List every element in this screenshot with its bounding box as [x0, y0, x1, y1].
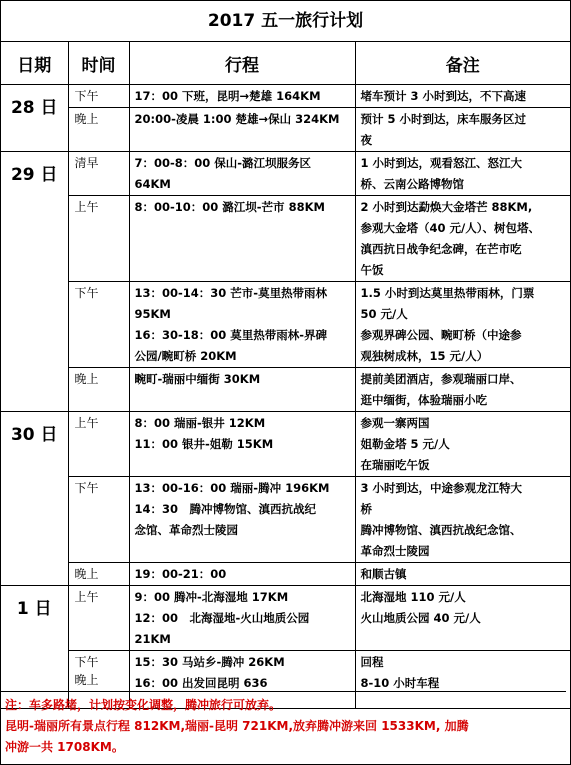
route-line: 畹町-瑞丽中缅街 30KM [134, 372, 261, 386]
route-cell [129, 108, 355, 152]
note-line: 革命烈士陵园 [360, 544, 430, 558]
table-row [1, 85, 570, 108]
table-row [1, 563, 570, 586]
note-line: 参观界碑公园、畹町桥（中途参 [360, 328, 522, 342]
note-line: 滇西抗日战争纪念碑，在芒市吃 [360, 242, 522, 256]
note-cell [355, 196, 570, 282]
route-cell [129, 412, 355, 477]
note-line: 50 元/人 [360, 307, 408, 321]
route-line: 8：00-10：00 潞江坝-芒市 88KM [134, 200, 325, 214]
note-line: 参观大金塔（40 元/人）、树包塔、 [360, 221, 540, 235]
note-line: 参观一寨两国 [360, 416, 430, 430]
note-line: 夜 [360, 133, 372, 147]
time-cell [68, 477, 129, 563]
table-row [1, 368, 570, 412]
table-header-row [1, 42, 570, 85]
time-line: 上午 [74, 416, 99, 430]
header-date: 日期 [1, 42, 68, 85]
route-line: 13：00-16：00 瑞丽-腾冲 196KM [134, 481, 330, 495]
header-route: 行程 [129, 42, 355, 85]
route-line: 念馆、革命烈士陵园 [134, 523, 238, 537]
time-cell [68, 108, 129, 152]
note-line: 1 小时到达，观看怒江、怒江大 [360, 156, 523, 170]
route-line: 15：30 马站乡-腾冲 26KM [134, 655, 285, 669]
note-line: 堵车预计 3 小时到达，不下高速 [360, 89, 527, 103]
note-cell [355, 282, 570, 368]
note-cell [355, 152, 570, 196]
note-cell [355, 412, 570, 477]
note-line: 和顺古镇 [360, 567, 407, 581]
time-cell [68, 85, 129, 108]
route-line: 11：00 银井-姐勒 15KM [134, 437, 274, 451]
note-line: 姐勒金塔 5 元/人 [360, 437, 450, 451]
route-line: 8：00 瑞丽-银井 12KM [134, 416, 266, 430]
footer-note [1, 691, 566, 764]
note-line: 逛中缅街，体验瑞丽小吃 [360, 393, 487, 407]
note-line: 桥 [360, 502, 372, 516]
note-line: 提前美团酒店，参观瑞丽口岸、 [360, 372, 522, 386]
route-cell [129, 85, 355, 108]
time-line: 晚上 [74, 372, 99, 386]
note-cell [355, 108, 570, 152]
time-cell [68, 368, 129, 412]
note-line: 桥、云南公路博物馆 [360, 177, 464, 191]
note-line: 回程 [360, 655, 384, 669]
route-cell [129, 152, 355, 196]
day-cell: 29 日 [1, 152, 68, 412]
table-row [1, 196, 570, 282]
footer-line: 冲游一共 1708KM。 [5, 740, 124, 754]
time-line: 上午 [74, 590, 99, 604]
route-line: 17：00 下班，昆明→楚雄 164KM [134, 89, 321, 103]
time-line: 晚上 [74, 112, 99, 126]
time-line: 清早 [74, 156, 99, 170]
note-cell [355, 563, 570, 586]
time-cell [68, 196, 129, 282]
route-cell [129, 196, 355, 282]
table-row [1, 152, 570, 196]
time-line: 下午 [74, 286, 99, 300]
route-cell [129, 586, 355, 651]
time-line: 晚上 [74, 567, 99, 581]
itinerary-table [1, 42, 570, 709]
day-cell: 28 日 [1, 85, 68, 152]
page-title: 2017 五一旅行计划 [1, 1, 570, 42]
note-cell [355, 586, 570, 651]
route-line: 64KM [134, 177, 171, 191]
day-cell: 1 日 [1, 586, 68, 709]
time-cell [68, 152, 129, 196]
note-cell [355, 477, 570, 563]
route-line: 20:00-凌晨 1:00 楚雄→保山 324KM [134, 112, 340, 126]
note-line: 1.5 小时到达莫里热带雨林，门票 [360, 286, 535, 300]
route-cell [129, 282, 355, 368]
route-line: 14：30 腾冲博物馆、滇西抗战纪 [134, 502, 317, 516]
note-line: 北海湿地 110 元/人 [360, 590, 466, 604]
table-row [1, 412, 570, 477]
header-note: 备注 [355, 42, 570, 85]
route-line: 12：00 北海湿地-火山地质公园 [134, 611, 310, 625]
table-row [1, 282, 570, 368]
route-line: 7：00-8：00 保山-潞江坝服务区 [134, 156, 312, 170]
time-cell [68, 586, 129, 651]
header-time: 时间 [68, 42, 129, 85]
time-line: 晚上 [74, 673, 99, 687]
time-line: 上午 [74, 200, 99, 214]
note-line: 在瑞丽吃午饭 [360, 458, 430, 472]
note-line: 火山地质公园 40 元/人 [360, 611, 481, 625]
time-line: 下午 [74, 481, 99, 495]
note-cell [355, 368, 570, 412]
route-cell [129, 563, 355, 586]
route-line: 13：00-14：30 芒市-莫里热带雨林 [134, 286, 328, 300]
note-line: 预计 5 小时到达，床车服务区过 [360, 112, 527, 126]
footer-line: 注：车多路堵，计划按变化调整，腾冲旅行可放弃。 [5, 698, 282, 712]
note-cell [355, 85, 570, 108]
table-row [1, 477, 570, 563]
table-row [1, 108, 570, 152]
note-line: 2 小时到达勐焕大金塔芒 88KM, [360, 200, 533, 214]
route-line: 9：00 腾冲-北海湿地 17KM [134, 590, 289, 604]
note-line: 午饭 [360, 263, 384, 277]
note-line: 观独树成林，15 元/人） [360, 349, 489, 363]
note-line: 腾冲博物馆、滇西抗战纪念馆、 [360, 523, 522, 537]
day-cell: 30 日 [1, 412, 68, 586]
route-line: 公园/畹町桥 20KM [134, 349, 237, 363]
route-cell [129, 368, 355, 412]
time-cell [68, 282, 129, 368]
route-line: 21KM [134, 632, 171, 646]
time-line: 下午 [74, 655, 99, 669]
route-line: 16：00 出发回昆明 636 [134, 676, 268, 690]
route-line: 19：00-21：00 [134, 567, 227, 581]
route-cell [129, 477, 355, 563]
route-line: 95KM [134, 307, 171, 321]
time-line: 下午 [74, 89, 99, 103]
footer-line: 昆明-瑞丽所有景点行程 812KM,瑞丽-昆明 721KM,放弃腾冲游来回 1533KM, 加腾 [5, 719, 469, 733]
note-line: 3 小时到达，中途参观龙江特大 [360, 481, 523, 495]
table-row [1, 586, 570, 651]
time-cell [68, 412, 129, 477]
route-line: 16：30-18：00 莫里热带雨林-界碑 [134, 328, 328, 342]
note-line: 8-10 小时车程 [360, 676, 440, 690]
time-cell [68, 563, 129, 586]
